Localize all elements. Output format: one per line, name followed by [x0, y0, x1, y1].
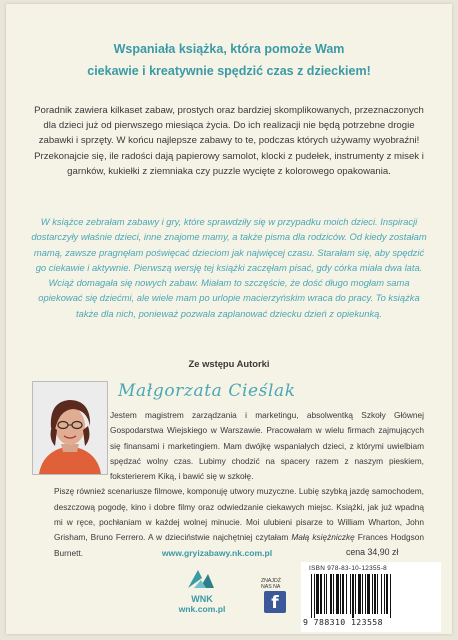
bio-paragraph-2-end: Frances Hodgson Burnett.	[54, 532, 424, 558]
intro-paragraph-2: Przekonajcie się, ile radości dają papierowy samolot, klocki z pudełek, instrumenty z misek i garnków, kukiełki z ziemniaka czy puzzle wycięte z kolorowego opakowania.	[34, 150, 424, 177]
barcode-bar	[365, 574, 366, 614]
barcode	[301, 562, 441, 632]
bio-paragraph-2-text: Piszę również scenariusze filmowe, komponuję utwory muzyczne. Lubię szybką jazdę samochodem, deszczową pogodę, kino i dobre filmy oraz odwiedzanie ciekawych miejsc. Książki, jak już wpadną mi w ręce, pochłaniam w każdej wolnej minucie. Moi ulubieni pisarze to William Wharton, John Grisham, Bruno Ferrero. A w dzieciństwie najchętniej czytałam	[54, 486, 424, 543]
barcode-bar	[390, 574, 391, 618]
publisher-logo-text: WNK	[191, 594, 213, 604]
barcode-bar	[346, 574, 347, 614]
barcode-bar	[340, 574, 341, 614]
price-label: cena 34,90 zł	[346, 547, 399, 557]
barcode-bar	[377, 574, 378, 614]
barcode-bar	[326, 574, 327, 614]
barcode-bar	[352, 574, 354, 618]
barcode-bar	[336, 574, 339, 614]
author-signature: Małgorzata Cieślak	[118, 381, 296, 401]
bio-book-title: Małą księżniczkę	[291, 532, 355, 543]
facebook-icon[interactable]: f	[264, 591, 286, 613]
barcode-bar	[381, 574, 382, 614]
facebook-label	[261, 578, 291, 590]
publisher-website-link[interactable]: wnk.com.pl	[178, 604, 226, 614]
barcode-bar	[350, 574, 351, 614]
barcode-bar	[314, 574, 315, 618]
intro-text	[30, 103, 428, 179]
author-bio	[54, 408, 424, 561]
barcode-bar	[311, 574, 312, 618]
barcode-bar	[333, 574, 334, 614]
facebook-label-line-2: NAS NA	[261, 584, 281, 590]
barcode-bar	[342, 574, 344, 614]
author-quote: W książce zebrałam zabawy i gry, które sprawdziły się w przypadku moich dzieci. Inspiracji dostarczyły właśnie dzieci, inne znajome mamy, a także pisma dla rodziców. Od kiedy zostałam mamą, zawsze pragnęłam poświęcać dzieciom jak najwięcej czasu. Starałam się, aby spędzić go ciekawie i aktywnie. Pierwszą wersję tej książki zaczęłam pisać, gdy córka miała dwa lata. Wciąż domagała się nowych zabaw. Miałam to szczęście, że dość długo mogłam sama opiekować się dziećmi, ale wiele mam po urlopie macierzyńskim wraca do pracy. To książka także dla nich, ponieważ pozwala zaplanować dziecku dzień z opiekunką.	[31, 216, 427, 319]
barcode-bar	[367, 574, 370, 614]
barcode-bar	[384, 574, 385, 614]
barcode-number: 9 788310 123558	[303, 617, 383, 627]
barcode-bar	[362, 574, 363, 614]
barcode-bar	[355, 574, 356, 614]
headline-line-1: Wspaniała książka, która pomoże Wam	[113, 42, 345, 56]
barcode-bar	[320, 574, 322, 614]
headline	[26, 38, 432, 82]
series-website-link[interactable]: www.gryizabawy.nk.com.pl	[161, 548, 273, 558]
bio-paragraph-1: Jestem magistrem zarządzania i marketingu, absolwentką Szkoły Głównej Gospodarstwa Wiejskiego w Warszawie. Pracowałam w wielu firmach zajmujących się finansami i marketingiem. Mam dwójkę wspaniałych dzieci, z którymi uwielbiam spędzać wolny czas. Lubimy chodzić na spacery razem z naszym pieskiem, foksterierem Kiką, i bawić się w szkołę.	[110, 410, 424, 482]
barcode-bar	[386, 574, 388, 614]
barcode-bars-icon	[305, 574, 437, 618]
barcode-bar	[372, 574, 373, 614]
barcode-bar	[316, 574, 319, 614]
facebook-label-line-1: ZNAJDŹ	[261, 578, 281, 584]
barcode-bar	[330, 574, 332, 614]
barcode-bar	[374, 574, 376, 614]
intro-paragraph-1: Poradnik zawiera kilkaset zabaw, prostych oraz bardziej skomplikowanych, przeznaczonych dla dzieci już od pierwszego miesiąca życia. Do ich realizacji nie będą potrzebne drogie zabawki i sprzęty. W końcu najlepsze zabawy to te, podczas których używamy wyobraźni!	[34, 105, 424, 147]
quote-source: Ze wstępu Autorki	[188, 358, 270, 369]
isbn-label: ISBN 978-83-10-12355-8	[309, 565, 388, 572]
book-back-cover	[6, 4, 452, 634]
barcode-bar	[324, 574, 325, 614]
headline-line-2: ciekawie i kreatywnie spędzić czas z dzieckiem!	[87, 64, 371, 78]
barcode-bar	[358, 574, 361, 614]
